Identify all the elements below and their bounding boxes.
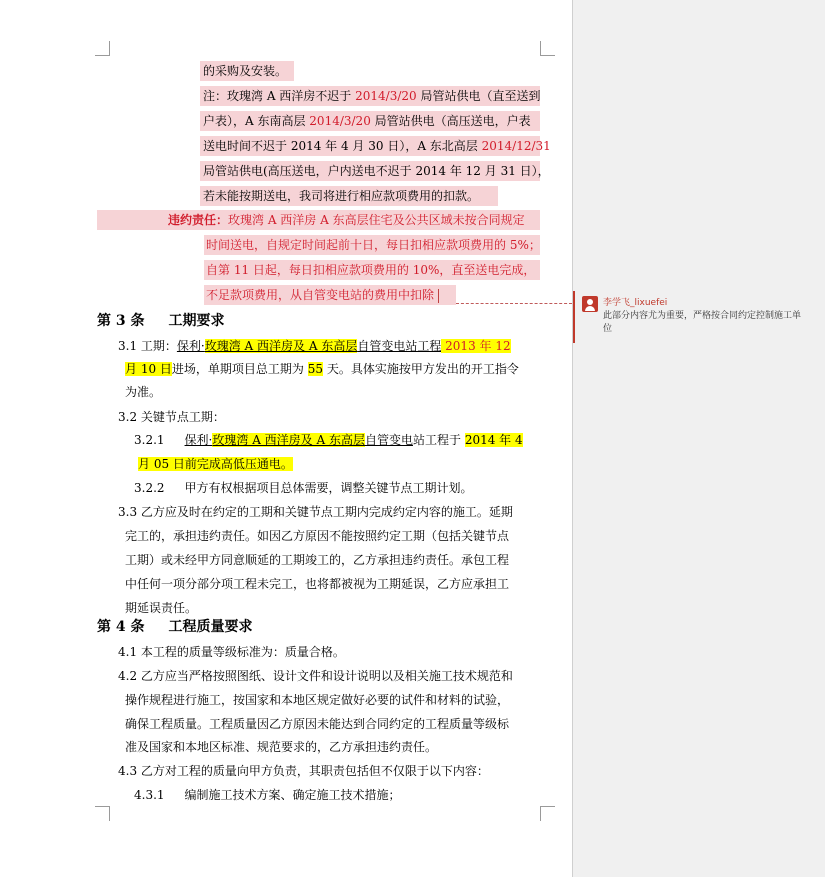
comment-accent-bar <box>573 291 575 343</box>
comments-pane <box>572 0 825 877</box>
article-4-heading: 第 4 条 工程质量要求 <box>97 619 253 635</box>
clause-3-1: 月 10 日进场，单期项目总工期为 55 天。具体实施按甲方发出的开工指令 <box>125 362 519 376</box>
clause-4-2: 操作规程进行施工，按国家和本地区规定做好必要的试件和材料的试验， <box>125 693 510 707</box>
clause-4-2: 确保工程质量。工程质量因乙方原因未能达到合同约定的工程质量等级标 <box>125 717 510 731</box>
clause-3-1: 3.1 工期：保利·玫瑰湾 A 西洋房及 A 东高层自管变电站工程 2013 年 12 <box>118 339 511 353</box>
comment-text: 此部分内容尤为重要，严格按合同约定控制施工单位 <box>603 311 802 334</box>
page-corner-mark <box>95 806 110 821</box>
clause-4-2: 4.2 乙方应当严格按照图纸、设计文件和设计说明以及相关施工技术规范和 <box>118 669 513 683</box>
text-line: 送电时间不迟于 2014 年 4 月 30 日），A 东北高层 2014/12/31 <box>203 139 551 153</box>
clause-4-1: 4.1 本工程的质量等级标准为：质量合格。 <box>118 645 345 659</box>
page-corner-mark <box>540 806 555 821</box>
clause-3-3: 工期）或未经甲方同意顺延的工期竣工的，乙方承担违约责任。承包工程 <box>125 553 510 567</box>
comment-card[interactable] <box>573 291 825 343</box>
penalty-line: 不足款项费用，从自管变电站的费用中扣除 <box>206 286 439 304</box>
clause-3-3: 完工的，承担违约责任。如因乙方原因不能按照约定工期（包括关键节点 <box>125 529 510 543</box>
clause-4-3: 4.3 乙方对工程的质量向甲方负责，其职责包括但不仅限于以下内容： <box>118 764 489 778</box>
text-line: 注：玫瑰湾 A 西洋房不迟于 2014/3/20 局管站供电（直至送到 <box>203 89 541 103</box>
penalty-line: 时间送电，自规定时间起前十日，每日扣相应款项费用的 5%； <box>206 238 541 252</box>
clause-3-2: 3.2 关键节点工期： <box>118 410 225 424</box>
clause-3-2-1: 月 05 日前完成高低压通电。 <box>138 457 293 471</box>
clause-4-3-1: 4.3.1 编制施工技术方案、确定施工技术措施； <box>134 788 401 802</box>
penalty-line: 违约责任：玫瑰湾 A 西洋房 A 东高层住宅及公共区域未按合同规定 <box>168 213 525 227</box>
text-line: 户表），A 东南高层 2014/3/20 局管站供电（高压送电，户表 <box>203 114 531 128</box>
clause-3-1: 为准。 <box>125 385 162 399</box>
text-line: 若未能按期送电，我司将进行相应款项费用的扣款。 <box>203 189 480 203</box>
penalty-line: 自第 11 日起，每日扣相应款项费用的 10%，直至送电完成， <box>206 263 536 277</box>
comment-leader-line <box>456 303 572 304</box>
page-corner-mark <box>540 41 555 56</box>
clause-3-3: 3.3 乙方应及时在约定的工期和关键节点工期内完成约定内容的施工。延期 <box>118 505 513 519</box>
page-corner-mark <box>95 41 110 56</box>
clause-3-2-1: 3.2.1 保利·玫瑰湾 A 西洋房及 A 东高层自管变电站工程于 2014 年 4 <box>134 433 523 447</box>
text-line: 的采购及安装。 <box>203 64 288 78</box>
comment-anchor[interactable] <box>438 289 439 303</box>
clause-4-2: 准及国家和本地区标准、规范要求的，乙方承担违约责任。 <box>125 740 438 754</box>
article-3-heading: 第 3 条 工期要求 <box>97 313 225 329</box>
clause-3-3: 期延误责任。 <box>125 601 198 615</box>
user-avatar-icon <box>582 296 598 312</box>
text-line: 局管站供电(高压送电，户内送电不迟于 2014 年 12 月 31 日）， <box>203 164 550 178</box>
clause-3-2-2: 3.2.2 甲方有权根据项目总体需要，调整关键节点工期计划。 <box>134 481 473 495</box>
clause-3-3: 中任何一项分部分项工程未完工，也将都被视为工期延误，乙方应承担工 <box>125 577 510 591</box>
comment-author: 李学飞_lixuefei <box>603 298 668 308</box>
